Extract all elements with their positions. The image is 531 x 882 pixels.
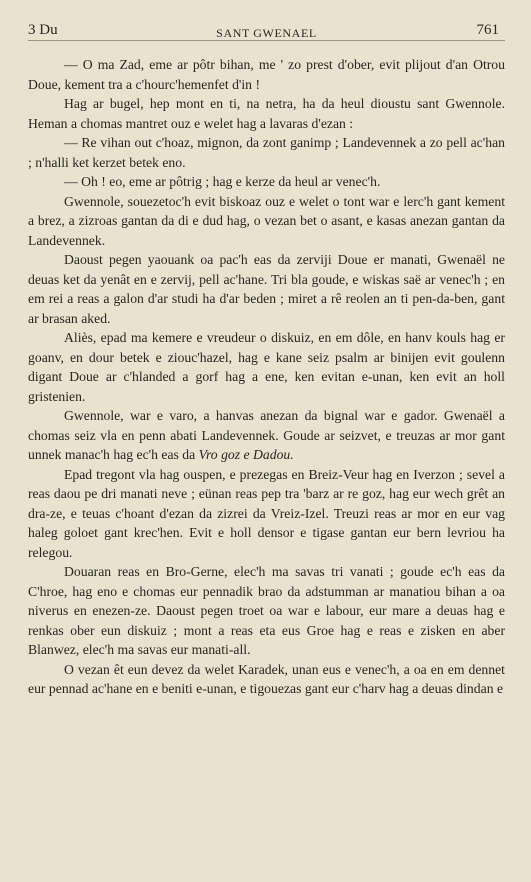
- paragraph: — Oh ! eo, eme ar pôtrig ; hag e kerze da heul ar venec'h.: [64, 174, 381, 189]
- paragraph: Daoust pegen yaouank oa pac'h eas da zerviji Doue er manati, Gwenaël ne deuas ket da yenât en e zervij, pell ac'hane. Tri bla goude, e wiskas saë ar venec'h ; en em rei a reas a galon d'ar studi ha d'ar beden ; miret a rê reolen an ti pen-da-ben, gant ar brasan aked.: [28, 252, 505, 326]
- paragraph: Epad tregont vla hag ouspen, e prezegas en Breiz-Veur hag en Iverzon ; sevel a reas daou pe dri manati neve ; eünan reas pep tra 'barz ar re goz, hag eur wech grêt an dra-ze, e teuas c'hoant d'ezan da zizrei da Vreiz-Izel. Treuzi reas ar mor en eur vag haleg goloet gant krec'hen. Evit e holl densor e tigase gantan eur bern levriou ha relegou.: [28, 466, 505, 560]
- paragraph: Hag ar bugel, hep mont en ti, na netra, ha da heul dioustu sant Gwennole. Heman a chomas mantret ouz e welet hag a lavaras d'ezan :: [28, 96, 505, 131]
- paragraph: — Re vihan out c'hoaz, mignon, da zont ganimp ; Landevennek a zo pell ac'han ; n'halli ket kerzet betek eno.: [28, 135, 505, 170]
- running-header: [28, 0, 505, 41]
- running-title: SANT GWENAEL: [216, 26, 317, 40]
- body-text: [28, 41, 505, 699]
- italic-phrase: Vro goz e Dadou.: [198, 447, 294, 462]
- paragraph-text: Gwennole, war e varo, a hanvas anezan da bignal war e gador. Gwenaël a chomas seiz vla en penn abati Landevennek. Goude ar seizvet, e treuzas ar mor gant unnek manac'h hag ec'h eas da: [28, 408, 505, 462]
- paragraph: Aliès, epad ma kemere e vreudeur o diskuiz, en em dôle, en hanv kouls hag er goanv, en dour betek e ziouc'hazel, hag e kane seiz psalm ar binijen evit goulenn digant Doue ar c'hlanded a gorf hag a ene, ken evitan e-unan, ken evit an holl gristenien.: [28, 330, 505, 404]
- paragraph: O vezan êt eun devez da welet Karadek, unan eus e venec'h, a oa en em dennet eur pennad ac'hane en e beniti e-unan, e tigouezas gant eur c'harv hag a deuas dindan e: [28, 661, 505, 696]
- paragraph: Douaran reas en Bro-Gerne, elec'h ma savas tri vanati ; goude ec'h eas da C'hroe, hag eno e chomas eur pennadik brao da adstumman ar manatiou bihan a oa niverus en enezen-ze. Daoust pegen troet oa war e labour, eur mare a deuas hag e renkas ober eun diskuiz ; mont a reas eta eus Groe hag e reas e zisken en aber Blanwez, elec'h ma savas eur manati-all.: [28, 564, 505, 657]
- paragraph: [28, 406, 505, 465]
- page-number: 761: [476, 22, 499, 38]
- paragraph: — O ma Zad, eme ar pôtr bihan, me ' zo prest d'ober, evit plijout d'an Otrou Doue, kement tra a c'hourc'hemenfet d'in !: [28, 57, 505, 92]
- paragraph: Gwennole, souezetoc'h evit biskoaz ouz e welet o tont war e lerc'h gant kement a brez, a zizroas gantan da di e dud hag, o vezan bet o asant, e kasas anezan gantan da Landevennek.: [28, 193, 505, 248]
- section-label: 3 Du: [28, 22, 58, 38]
